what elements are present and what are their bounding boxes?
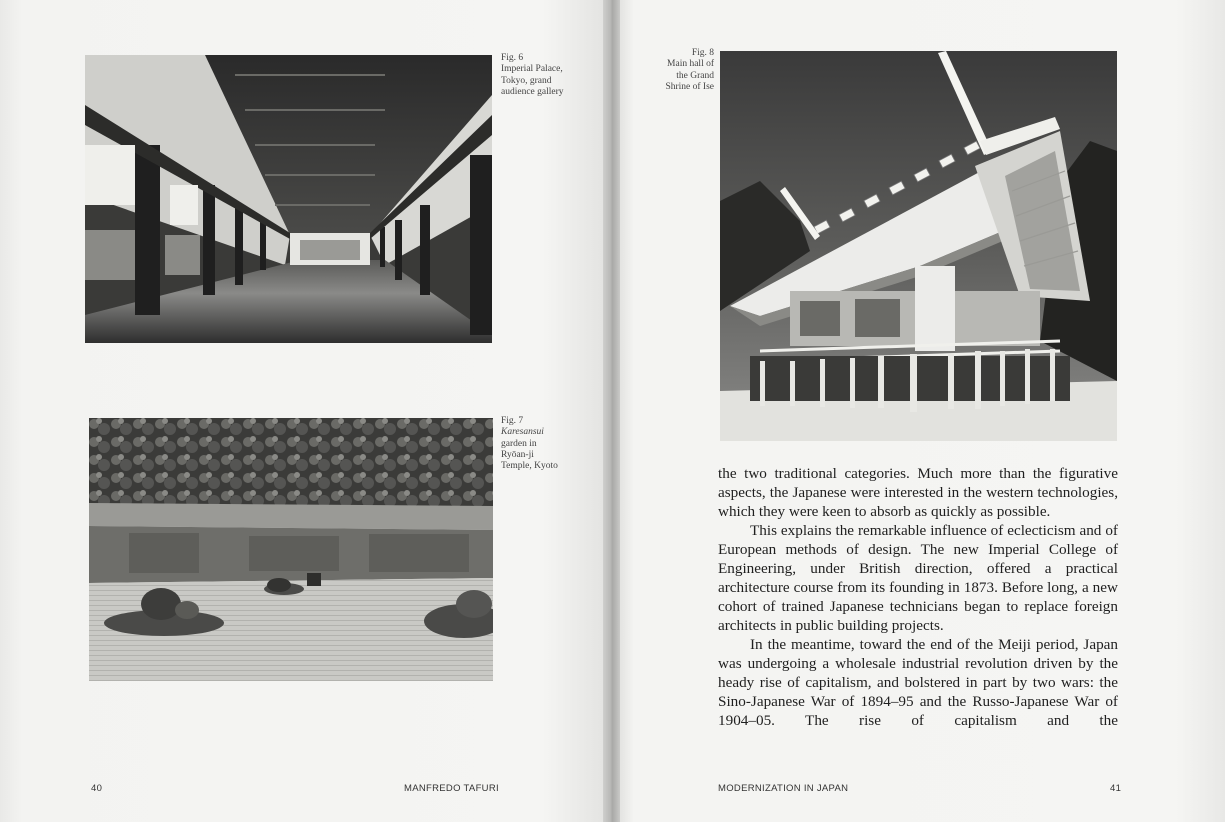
- running-head-right: MODERNIZATION IN JAPAN: [718, 783, 849, 794]
- fig7-caption: [501, 416, 581, 472]
- fig7-caption-line: garden in: [501, 438, 537, 449]
- fig6-caption: [501, 53, 581, 98]
- fig8-caption-line: Shrine of Ise: [665, 81, 714, 92]
- fig7-caption-line: Ryōan-ji: [501, 449, 534, 460]
- fig8-caption: [630, 48, 714, 93]
- paragraph: In the meantime, toward the end of the Meiji period, Japan was undergoing a wholesale industrial revolution driven by the heady rise of capitalism, and bolstered in part by two wars: the Sino-Japanese War of 1894–95 and the Russo-Japanese War of 1904–05. The rise of capitalism and the: [718, 636, 1118, 729]
- fig8-caption-line: Main hall of: [667, 59, 714, 70]
- running-head-left: MANFREDO TAFURI: [404, 783, 499, 794]
- page-number-right: 41: [1110, 783, 1122, 794]
- fig6-photo: [85, 55, 492, 343]
- page-number-left: 40: [91, 783, 103, 794]
- fig7-caption-line: Temple, Kyoto: [501, 461, 558, 472]
- fig6-caption-line: Imperial Palace,: [501, 64, 563, 75]
- fig8-photo: [720, 51, 1117, 441]
- fig6-number: Fig. 6: [501, 53, 524, 63]
- fig8-caption-line: the Grand: [676, 70, 714, 81]
- book-gutter: [603, 0, 620, 822]
- fig6-caption-line: audience gallery: [501, 86, 564, 97]
- paragraph: This explains the remarkable influence of eclecticism and of European methods of design. The new Imperial College of Engineering, under British direction, offered a practical architecture course from its founding in 1873. Before long, a new cohort of trained Japanese technicians began to replace foreign architects in public building projects.: [718, 522, 1118, 634]
- fig8-number: Fig. 8: [691, 48, 714, 58]
- fig7-photo: [89, 418, 493, 681]
- fig7-number: Fig. 7: [501, 416, 524, 426]
- fig7-caption-italic: Karesansui: [501, 427, 544, 438]
- body-text: [718, 464, 1118, 730]
- fig6-caption-line: Tokyo, grand: [501, 75, 552, 86]
- paragraph: the two traditional categories. Much more than the figurative aspects, the Japanese were interested in the western technologies, which they were keen to absorb as quickly as possible.: [718, 465, 1118, 520]
